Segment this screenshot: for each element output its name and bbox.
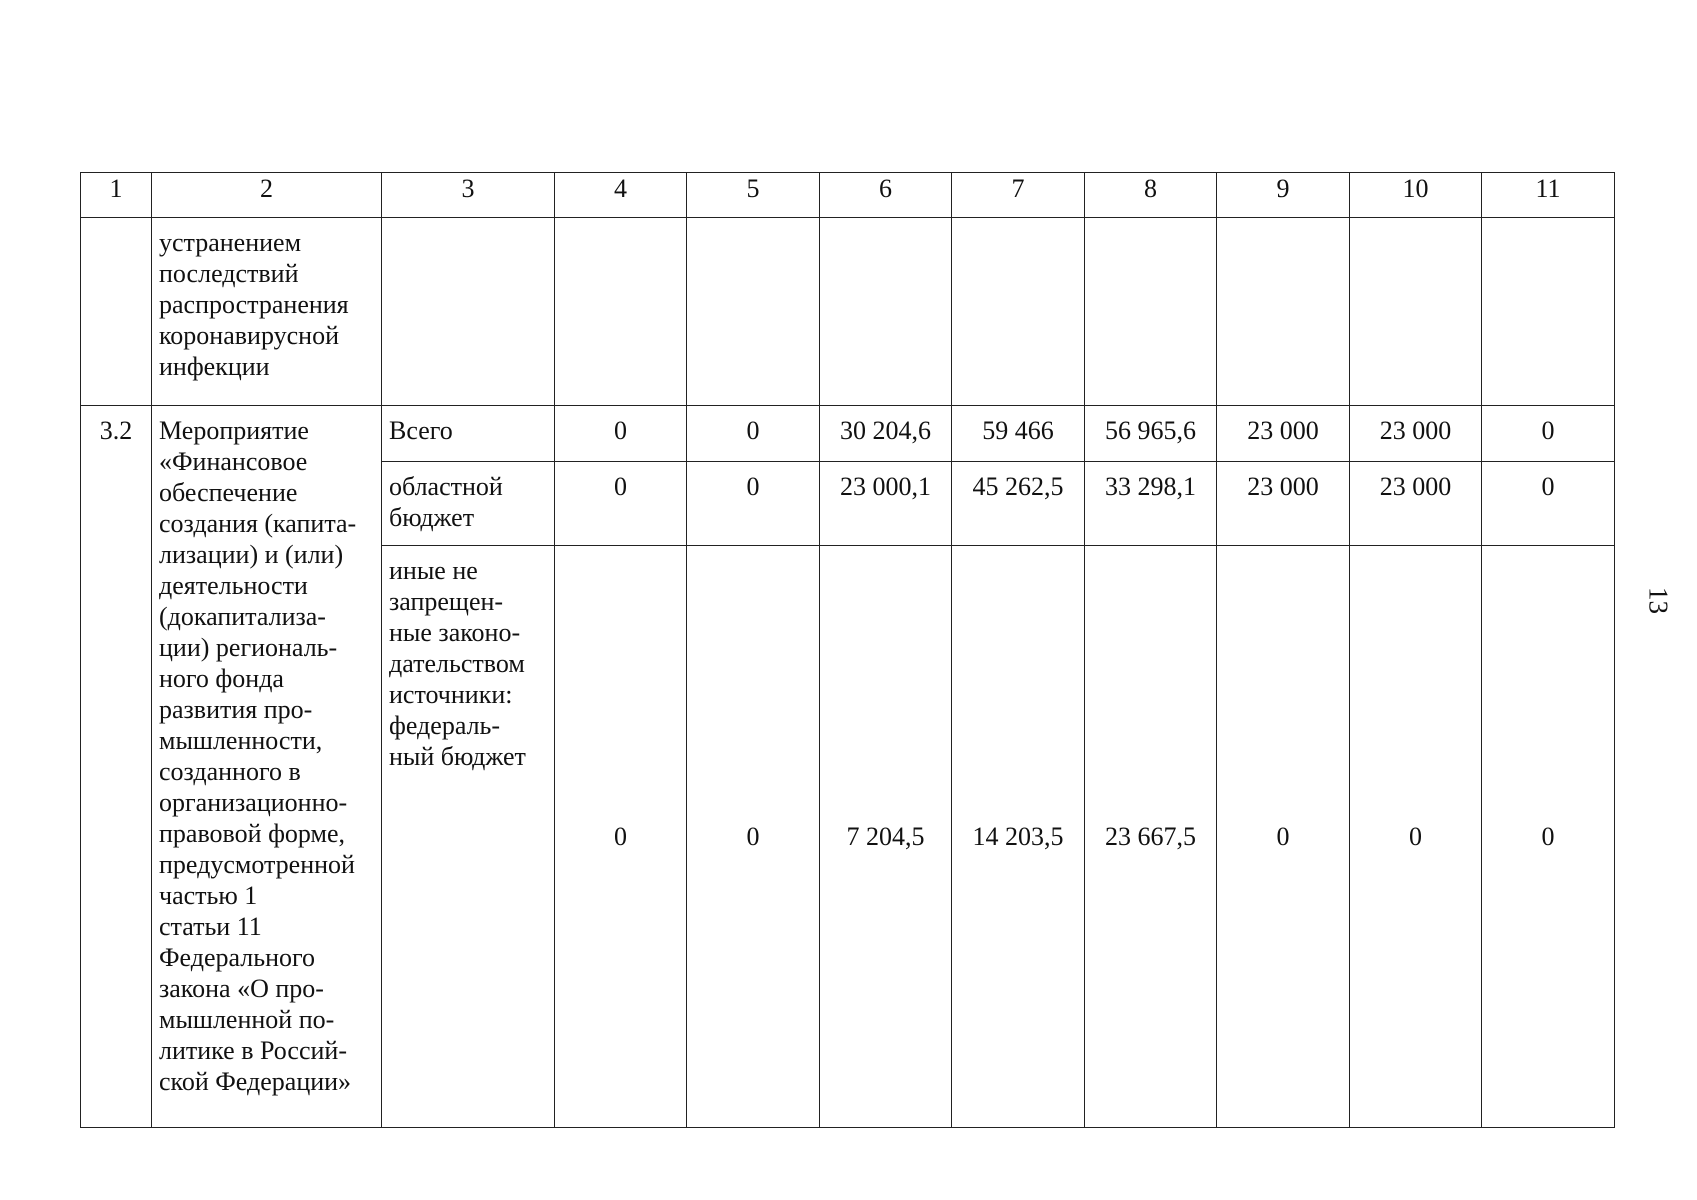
- value-cell: 23 000: [1350, 406, 1482, 462]
- header-cell: 3: [382, 173, 555, 218]
- value-cell: 23 000: [1350, 462, 1482, 546]
- value-cell: 0: [1217, 546, 1350, 1128]
- value-cell: 0: [687, 546, 820, 1128]
- value-cell: 0: [1350, 546, 1482, 1128]
- value-cell: 0: [555, 406, 687, 462]
- value-cell: 30 204,6: [820, 406, 952, 462]
- source-label: Всего: [382, 406, 555, 462]
- value-cell: 0: [687, 406, 820, 462]
- value-cell: 33 298,1: [1085, 462, 1217, 546]
- item-description: Мероприятие «Финансовое обеспечение создания (капита- лизации) и (или) деятельности (докапитализа- ции) региональ- ного фонда развития про- мышленности, созданного в организационно- правовой форме, предусмотренной частью 1 статьи 11 Федерального закона «О про- мышленной по- литике в Россий- ской Федерации»: [152, 406, 382, 1128]
- value-cell: 23 667,5: [1085, 546, 1217, 1128]
- empty-cell: [1482, 218, 1615, 406]
- value-cell: 0: [1482, 406, 1615, 462]
- empty-cell: [1217, 218, 1350, 406]
- value-cell: 7 204,5: [820, 546, 952, 1128]
- header-cell: 5: [687, 173, 820, 218]
- value-cell: 56 965,6: [1085, 406, 1217, 462]
- value-cell: 14 203,5: [952, 546, 1085, 1128]
- value-cell: 59 466: [952, 406, 1085, 462]
- value-cell: 45 262,5: [952, 462, 1085, 546]
- page-number: 13: [1643, 587, 1674, 614]
- empty-cell: [952, 218, 1085, 406]
- budget-table: [80, 172, 1615, 1128]
- empty-cell: [687, 218, 820, 406]
- value-cell: 23 000: [1217, 406, 1350, 462]
- empty-cell: [555, 218, 687, 406]
- empty-cell: [382, 218, 555, 406]
- header-cell: 8: [1085, 173, 1217, 218]
- continuation-row: [81, 218, 1615, 406]
- header-cell: 7: [952, 173, 1085, 218]
- header-cell: 4: [555, 173, 687, 218]
- value-cell: 23 000,1: [820, 462, 952, 546]
- value-cell: 0: [687, 462, 820, 546]
- header-cell: 6: [820, 173, 952, 218]
- header-row: [81, 173, 1615, 218]
- empty-cell: [1085, 218, 1217, 406]
- value-cell: 0: [555, 462, 687, 546]
- header-cell: 10: [1350, 173, 1482, 218]
- value-cell: 0: [1482, 462, 1615, 546]
- header-cell: 2: [152, 173, 382, 218]
- empty-cell: [81, 218, 152, 406]
- value-cell: 0: [555, 546, 687, 1128]
- source-label: иные не запрещен- ные законо- дательством источники: федераль- ный бюджет: [382, 546, 555, 1128]
- value-cell: 0: [1482, 546, 1615, 1128]
- continuation-description: устранением последствий распространения коронавирусной инфекции: [152, 218, 382, 406]
- table-row-total: [81, 406, 1615, 462]
- empty-cell: [820, 218, 952, 406]
- empty-cell: [1350, 218, 1482, 406]
- header-cell: 9: [1217, 173, 1350, 218]
- header-cell: 11: [1482, 173, 1615, 218]
- value-cell: 23 000: [1217, 462, 1350, 546]
- header-cell: 1: [81, 173, 152, 218]
- item-number: 3.2: [81, 406, 152, 1128]
- source-label: областной бюджет: [382, 462, 555, 546]
